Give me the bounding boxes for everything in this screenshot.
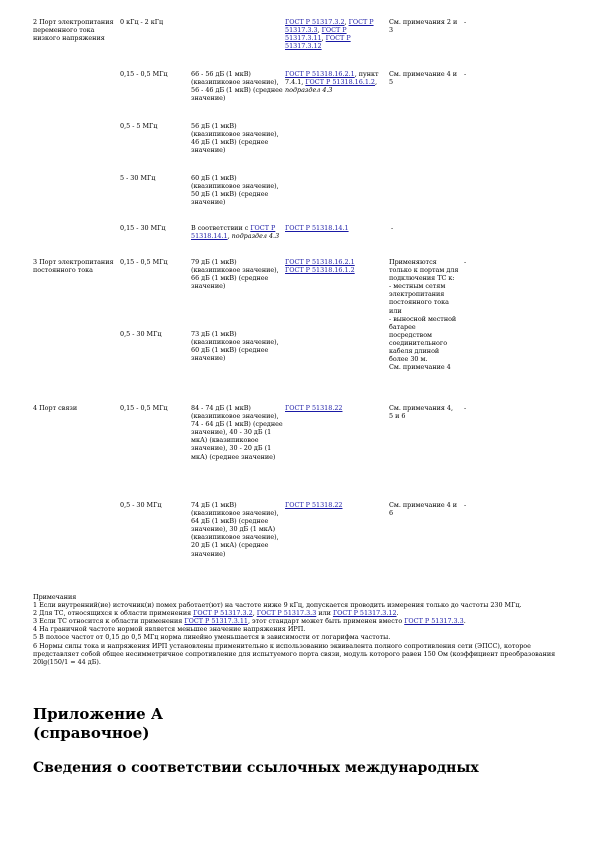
table-row [33,70,485,122]
limit-cell: 84 - 74 дБ (1 мкВ) (квазипиковое значение), 74 - 64 дБ (1 мкВ) (среднее значение), 40 - 30 дБ (1 мкА) (квазипиковое значение), 30 - 20 дБ (1 мкА) (среднее значение) [191,404,283,461]
standard-link[interactable]: ГОСТ Р 51318.22 [285,501,343,509]
frequency-cell: 0,5 - 5 МГц [120,122,158,130]
dash-cell: - [464,501,467,509]
standard-link[interactable]: ГОСТ Р 51318.14.1 [285,224,349,232]
standard-link[interactable]: ГОСТ Р 51318.22 [285,404,343,412]
standard-link[interactable]: ГОСТ Р 51317.3.3 [404,617,464,626]
dash-cell: - [464,404,467,412]
notes-heading: Примечания [33,593,77,601]
standard-link[interactable]: ГОСТ Р 51317.3.2 [285,18,345,26]
note-4: 4 На граничной частоте нормой является меньшее значение напряжения ИРП. [33,625,306,634]
note-cell: Применяются только к портам для подключения ТС к: - местным сетям электропитания постоянного тока или - выносной местной батарее посредством соединительного кабеля длиной более 30 м. См. примечание 4 [389,258,459,372]
limit-cell: 56 дБ (1 мкВ) (квазипиковое значение), 46 дБ (1 мкВ) (среднее значение) [191,122,279,155]
port-cell: 3 Порт электропитания постоянного тока [33,258,114,275]
dash-cell: - [464,258,467,266]
standard-cell [285,404,387,412]
standard-link[interactable]: ГОСТ Р 51317.3.12 [285,34,351,51]
note-cell: См. примечания 4, 5 и 6 [389,404,453,421]
frequency-cell: 5 - 30 МГц [120,174,156,182]
standard-link[interactable]: ГОСТ Р 51317.3.11 [285,26,347,43]
port-cell: 2 Порт электропитания переменного тока низкого напряжения [33,18,114,43]
standard-cell [285,258,387,274]
table-row [33,174,485,224]
frequency-cell: 0,15 - 30 МГц [120,224,166,232]
limit-cell: 60 дБ (1 мкВ) (квазипиковое значение), 50 дБ (1 мкВ) (среднее значение) [191,174,279,207]
note-cell: См. примечание 4 и 6 [389,501,458,518]
appendix-title: Приложение А (справочное) [33,705,164,742]
standard-cell: ГОСТ Р 51317.3.2, ГОСТ Р 51317.3.3, ГОСТ Р 51317.3.11, ГОСТ Р 51317.3.12 [285,18,374,51]
limit-cell: В соответствии с ГОСТ Р 51318.14.1, подраздел 4.3 [191,224,280,241]
note-2: 2 Для ТС, относящихся к области применения ГОСТ Р 51317.3.2, ГОСТ Р 51317.3.3 или ГОСТ Р 51317.3.12. [33,609,399,618]
table-row [33,330,485,404]
dash-cell: - [464,18,467,26]
standard-link[interactable]: ГОСТ Р 51317.3.12 [332,609,397,618]
standard-link[interactable]: ГОСТ Р 51318.16.1.2 [305,78,376,87]
table-notes [33,593,573,666]
dash-cell: - [391,224,394,232]
standard-link[interactable]: ГОСТ Р 51317.3.2 [193,609,253,618]
note-1: 1 Если внутренний(ие) источник(и) помех работает(ют) на частоте ниже 9 кГц, допускается проводить измерения только до частоты 230 МГц. [33,601,522,610]
standard-link[interactable]: ГОСТ Р 51317.3.3 [285,18,374,35]
note-cell: См. примечания 2 и 3 [389,18,458,35]
standard-link[interactable]: ГОСТ Р 51318.16.2.1 [285,258,355,266]
frequency-cell: 0,5 - 30 МГц [120,330,162,338]
frequency-cell: 0,5 - 30 МГц [120,501,162,509]
limit-cell: 79 дБ (1 мкВ) (квазипиковое значение), 66 дБ (1 мкВ) (среднее значение) [191,258,279,291]
table-row [33,122,485,174]
port-cell: 4 Порт связи [33,404,78,412]
standard-cell [285,501,387,509]
standard-link[interactable]: ГОСТ Р 51318.16.2.1 [285,70,355,78]
frequency-cell: 0,15 - 0,5 МГц [120,70,168,78]
note-cell: См. примечание 4 и 5 [389,70,458,87]
emission-limits-table [33,18,485,597]
dash-cell: - [464,70,467,78]
limit-cell: 73 дБ (1 мкВ) (квазипиковое значение), 60 дБ (1 мкВ) (среднее значение) [191,330,279,363]
standard-link[interactable]: ГОСТ Р 51317.3.3 [256,609,317,618]
note-5: 5 В полосе частот от 0,15 до 0,5 МГц норма линейно уменьшается в зависимости от логарифма частоты. [33,633,391,642]
table-row [33,18,485,70]
limit-cell: 66 - 56 дБ (1 мкВ) (квазипиковое значение), 56 - 46 дБ (1 мкВ) (среднее значение) [191,70,283,103]
standard-link[interactable]: ГОСТ Р 51317.3.11 [184,617,248,626]
standard-link[interactable]: ГОСТ Р 51318.14.1 [191,224,276,241]
appendix-subtitle: Сведения о соответствии ссылочных международных [33,760,479,776]
frequency-cell: 0 кГц - 2 кГц [120,18,164,26]
table-row [33,224,485,258]
standard-link[interactable]: ГОСТ Р 51318.16.1.2 [285,266,355,275]
frequency-cell: 0,15 - 0,5 МГц [120,404,168,412]
table-row [33,501,485,597]
note-3: 3 Если ТС относится к области применения ГОСТ Р 51317.3.11, этот стандарт может быть применен вместо ГОСТ Р 51317.3.3. [33,617,466,626]
frequency-cell: 0,15 - 0,5 МГц [120,258,168,266]
note-6: 6 Нормы силы тока и напряжения ИРП установлены применительно к использованию эквивалента полного сопротивления сети (ЭПСС), которое представляет собой общее несимметричное сопротивление для испытуемого порта связи, модуль которого равен 150 Ом (коэффициент преобразования 20lg(150/1 = 44 дБ). [33,641,556,666]
standard-cell: ГОСТ Р 51318.16.2.1, пункт 7.4.1, ГОСТ Р 51318.16.1.2, подраздел 4.3 [285,70,379,95]
limit-cell: 74 дБ (1 мкВ) (квазипиковое значение), 64 дБ (1 мкВ) (среднее значение), 30 дБ (1 мкА) (квазипиковое значение), 20 дБ (1 мкА) (среднее значение) [191,501,279,558]
standard-cell [285,224,387,232]
table-row [33,404,485,501]
